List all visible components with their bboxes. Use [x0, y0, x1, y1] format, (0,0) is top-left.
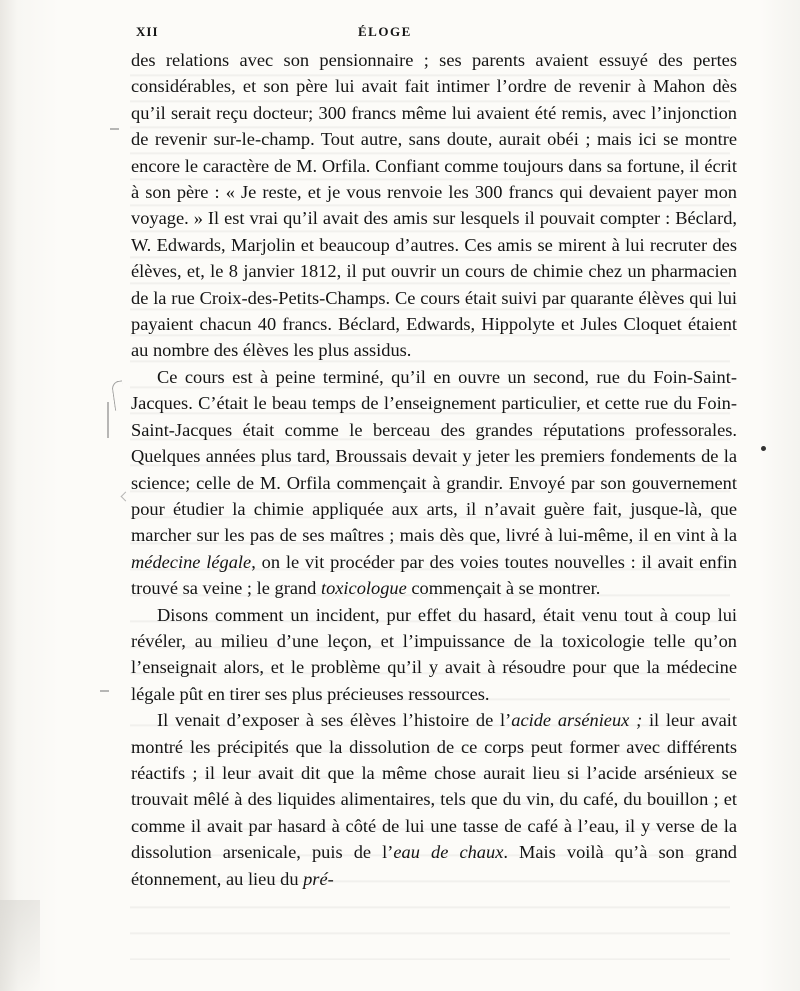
- paragraph-2: [131, 364, 737, 602]
- italic-hyphenated-word: pré-: [303, 868, 334, 889]
- paragraph-3: [131, 602, 737, 708]
- paragraph-4: [131, 707, 737, 892]
- ink-speck: [761, 446, 766, 451]
- page-header: [0, 24, 800, 46]
- text-segment: , on le vit procéder par des voies toutes nouvelles : il avait enfin trouvé sa veine ; le grand: [131, 551, 737, 599]
- text-segment: . Mais voilà qu’à son grand étonnement, au lieu du: [131, 842, 737, 889]
- running-title: ÉLOGE: [358, 24, 412, 39]
- margin-dash-mark: [110, 128, 119, 130]
- text-segment: Il venait d’exposer à ses élèves l’histoire de l’: [157, 710, 512, 731]
- italic-term-acide-arsenieux: acide arsénieux ;: [511, 710, 643, 731]
- body-text: [131, 47, 737, 892]
- italic-term-medecine-legale: médecine légale: [131, 551, 252, 572]
- page-edge-shadow: [0, 900, 40, 991]
- margin-pencil-mark: [111, 380, 126, 410]
- text-segment: commençait à se montrer.: [406, 578, 601, 599]
- page-number: XII: [136, 24, 159, 39]
- text-segment: il leur avait montré les précipités que la dissolution de ce corps peut former avec différents réactifs ; il leur avait dit que la même chose aurait lieu si l’acide arsénieux se trouvait mêlé à des liquides alimentaires, tels que du vin, du café, du bouillon ; et comme il avait par hasard à côté de lui une tasse de café à l’eau, il y verse de la dissolution arsenicale, puis de l’: [131, 710, 737, 863]
- text-segment: Ce cours est à peine terminé, qu’il en ouvre un second, rue du Foin-Saint-Jacques. C’était le beau temps de l’enseignement particulier, et cette rue du Foin-Saint-Jacques était comme le berceau des grandes réputations professorales. Quelques années plus tard, Broussais devait y jeter les premiers fondements de la science; celle de M. Orfila commençait à grandir. Envoyé par son gouvernement pour étudier la chimie appliquée aux arts, il n’avait guère fait, jusque-là, que marcher sur les pas de ses maîtres ; mais dès que, livré à lui-même, il en vint à la: [131, 366, 737, 546]
- margin-dash-mark: [100, 690, 109, 692]
- italic-term-eau-de-chaux: eau de chaux: [393, 842, 504, 863]
- margin-pencil-line: [107, 402, 109, 438]
- paragraph-1: [131, 47, 737, 364]
- italic-term-toxicologue: toxicologue: [320, 578, 407, 599]
- text-segment: des relations avec son pensionnaire ; ses parents avaient essuyé des pertes considérables, et son père lui avait fait intimer l’ordre de revenir à Mahon dès qu’il serait reçu docteur; 300 francs même lui avaient été remis, avec l’injonction de revenir sur-le-champ. Tout autre, sans doute, aurait obéi ; mais ici se montre encore le caractère de M. Orfila. Confiant comme toujours dans sa fortune, il écrit à son père : « Je reste, et je vous renvoie les 300 francs qui devaient payer mon voyage. » Il est vrai qu’il avait des amis sur lesquels il pouvait compter : Béclard, W. Edwards, Marjolin et beaucoup d’autres. Ces amis se mirent à lui recruter des élèves, et, le 8 janvier 1812, il put ouvrir un cours de chimie chez un pharmacien de la rue Croix-des-Petits-Champs. Ce cours était suivi par quarante élèves qui lui payaient chacun 40 francs. Béclard, Edwards, Hippolyte et Jules Cloquet étaient au nombre des élèves les plus assidus.: [131, 50, 737, 361]
- margin-pencil-tick: [121, 492, 131, 502]
- text-segment: Disons comment un incident, pur effet du hasard, était venu tout à coup lui révéler, au milieu d’une leçon, et l’impuissance de la toxicologie telle qu’on l’enseignait alors, et le problème qu’il y avait à résoudre pour que la médecine légale pût en tirer ses plus précieuses ressources.: [131, 604, 737, 704]
